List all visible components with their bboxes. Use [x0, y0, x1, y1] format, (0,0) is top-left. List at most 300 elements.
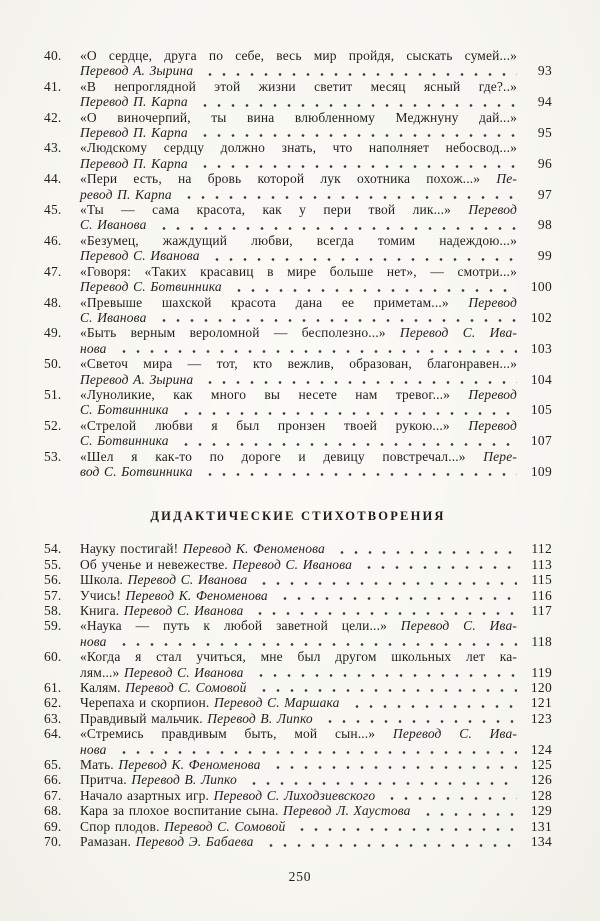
entry-line [80, 264, 517, 279]
dot-leader [320, 711, 517, 726]
entry-lines [80, 834, 517, 849]
entry-line [80, 310, 517, 325]
dot-leader [359, 557, 517, 572]
translator-credit: Перевод [468, 417, 517, 433]
toc-entry [44, 588, 552, 603]
entry-line-text [80, 634, 107, 649]
dot-leader [195, 94, 517, 109]
dot-leader [261, 834, 517, 849]
entry-page-number: 104 [530, 371, 552, 387]
entry-number: 51. [44, 386, 62, 402]
entry-line [80, 819, 517, 834]
entry-page-number: 125 [530, 757, 552, 773]
entry-number: 70. [44, 834, 62, 850]
entry-line [80, 63, 517, 78]
entry-number: 43. [44, 140, 62, 156]
entry-lines [80, 618, 517, 649]
toc-entry [44, 233, 552, 264]
title-text: «В непроглядной этой жизни светит месяц ясный где?..» [80, 78, 517, 94]
entry-lines [80, 649, 517, 680]
entry-line [80, 233, 517, 248]
entry-line [80, 788, 517, 803]
entry-lines [80, 295, 517, 326]
translator-credit: Перевод С. Иванова [123, 664, 244, 680]
dot-leader [200, 63, 517, 78]
entry-line [80, 187, 517, 202]
entry-page-number: 115 [531, 572, 552, 588]
entry-number: 53. [44, 448, 62, 464]
entry-lines [80, 171, 517, 202]
translator-credit: Перевод С. Ива- [399, 325, 517, 341]
dot-leader [292, 819, 517, 834]
entry-lines [80, 726, 517, 757]
entry-page-number: 102 [530, 309, 552, 325]
dot-leader [195, 156, 517, 171]
dot-leader [275, 588, 517, 603]
entry-number: 60. [44, 649, 62, 665]
entry-number: 56. [44, 572, 62, 588]
entry-lines [80, 772, 517, 787]
title-text: Начало азартных игр. [80, 787, 214, 803]
entry-lines [80, 79, 517, 110]
toc-entry [44, 325, 552, 356]
entry-line [80, 341, 517, 356]
title-text: «Людскому сердцу должно знать, что наполняет небосвод...» [80, 140, 517, 156]
entry-page-number: 98 [537, 217, 552, 233]
entry-line [80, 171, 517, 186]
toc-entry [44, 711, 552, 726]
title-text: «Луноликие, как много вы несете нам тревог...» [80, 386, 469, 402]
translator-credit: ревод П. Карпа [80, 186, 172, 202]
translator-credit: Перевод С. Сомовой [164, 818, 286, 834]
title-text: «Когда я стал учиться, мне был другом школьных лет ка- [80, 649, 517, 665]
title-text: Притча. [80, 772, 132, 788]
title-text: Мать. [80, 757, 119, 773]
entry-line [80, 711, 517, 726]
translator-credit: нова [80, 741, 107, 757]
entry-lines [80, 48, 517, 79]
toc-entry [44, 726, 552, 757]
translator-credit: Пере- [483, 448, 517, 464]
title-text: «Шел я как-то по дороге и девицу повстречал...» [80, 448, 484, 464]
entry-number: 57. [44, 587, 62, 603]
entry-number: 42. [44, 109, 62, 125]
entry-page-number: 131 [530, 818, 552, 834]
title-text: «Стрелой любви я был пронзен твоей рукою...» [80, 417, 469, 433]
entry-lines [80, 140, 517, 171]
entry-lines [80, 757, 517, 772]
entry-line-text [80, 742, 107, 757]
title-text: Книга. [80, 603, 124, 618]
toc-entry [44, 295, 552, 326]
toc-entry [44, 110, 552, 141]
title-text: Науку постигай! [80, 541, 183, 557]
title-text: Школа. [80, 572, 128, 588]
translator-credit: Перевод Л. Хаустова [283, 803, 411, 819]
translator-credit: Перевод С. Ива- [400, 618, 518, 634]
translator-credit: Перевод С. Иванова [127, 572, 248, 588]
entry-line-text [80, 680, 247, 695]
entry-number: 66. [44, 772, 62, 788]
title-text: «Превыше шахской красота дана ее приметам...» [80, 294, 469, 310]
dot-leader [114, 742, 517, 757]
entry-number: 50. [44, 356, 62, 372]
entry-line-text [80, 541, 325, 556]
entry-page-number: 129 [530, 803, 552, 819]
entry-page-number: 107 [530, 433, 552, 449]
translator-credit: Перевод [468, 202, 517, 218]
entry-number: 68. [44, 803, 62, 819]
entry-lines [80, 233, 517, 264]
entry-number: 46. [44, 232, 62, 248]
dot-leader [347, 695, 517, 710]
entry-line-text [80, 788, 375, 803]
toc-entry [44, 834, 552, 849]
title-text: Кара за плохое воспитание сына. [80, 803, 284, 819]
entry-line [80, 834, 517, 849]
entry-line-text [80, 603, 243, 618]
entry-lines [80, 572, 517, 587]
dot-leader [382, 788, 517, 803]
entry-number: 45. [44, 202, 62, 218]
entry-lines [80, 819, 517, 834]
dot-leader [250, 603, 517, 618]
entry-line [80, 418, 517, 433]
entry-line [80, 803, 517, 818]
toc-entry [44, 264, 552, 295]
title-text: «Безумец, жаждущий любви, всегда томим надеждою...» [80, 232, 517, 248]
title-text: «Стремись правдивым быть, мой сын...» [80, 726, 393, 742]
toc-entry [44, 695, 552, 710]
entry-number: 44. [44, 171, 62, 187]
title-text: «Наука — путь к любой заветной цели...» [80, 618, 401, 634]
entry-line [80, 680, 517, 695]
entry-lines [80, 110, 517, 141]
entry-page-number: 105 [530, 402, 552, 418]
entry-page-number: 100 [530, 279, 552, 295]
entry-lines [80, 588, 517, 603]
title-text: «Пери есть, на бровь которой лук охотника похож...» [80, 171, 497, 187]
entry-lines [80, 603, 517, 618]
entry-line [80, 433, 517, 448]
dot-leader [176, 402, 517, 417]
entry-line-text [80, 279, 222, 294]
translator-credit: Перевод П. Карпа [80, 155, 188, 171]
entry-line [80, 279, 517, 294]
entry-lines [80, 803, 517, 818]
title-text: Правдивый мальчик. [80, 710, 208, 726]
title-text: «Быть верным вероломной — бесполезно...» [80, 325, 400, 341]
dot-leader [195, 125, 517, 140]
entry-page-number: 95 [537, 125, 552, 141]
dot-leader [114, 341, 517, 356]
dot-leader [200, 372, 517, 387]
dot-leader [154, 217, 518, 232]
entry-line-text [80, 711, 313, 726]
dot-leader [418, 803, 517, 818]
translator-credit: Перевод С. Иванова [232, 556, 353, 572]
translator-credit: Перевод А. Зырина [80, 371, 194, 387]
entry-line [80, 125, 517, 140]
entry-line-text [80, 187, 172, 202]
translator-credit: Пе- [496, 171, 517, 187]
dot-leader [207, 248, 517, 263]
entry-line [80, 464, 517, 479]
entry-line [80, 325, 517, 340]
translator-credit: Перевод П. Карпа [80, 125, 188, 141]
dot-leader [268, 757, 517, 772]
title-text: лям...» [80, 664, 124, 680]
translator-credit: Перевод Э. Бабаева [135, 834, 254, 850]
entry-line-text [80, 94, 188, 109]
translator-credit: Перевод В. Липко [207, 710, 313, 726]
dot-leader [254, 680, 517, 695]
entry-line-text [80, 819, 285, 834]
entry-page-number: 113 [531, 556, 552, 572]
entry-line [80, 372, 517, 387]
title-text: Спор плодов. [80, 818, 165, 834]
entry-number: 65. [44, 757, 62, 773]
toc-entry [44, 557, 552, 572]
entry-line-text [80, 572, 247, 587]
translator-credit: вод С. Ботвинника [80, 463, 193, 479]
toc-entry [44, 356, 552, 387]
entry-lines [80, 695, 517, 710]
entry-lines [80, 711, 517, 726]
dot-leader [200, 464, 517, 479]
entry-page-number: 124 [530, 741, 552, 757]
entry-line [80, 541, 517, 556]
entry-lines [80, 418, 517, 449]
translator-credit: Перевод К. Феноменова [182, 541, 325, 557]
entry-line-text [80, 803, 411, 818]
dot-leader [176, 433, 517, 448]
entry-line [80, 757, 517, 772]
translator-credit: нова [80, 633, 107, 649]
entry-number: 52. [44, 417, 62, 433]
entry-page-number: 128 [530, 787, 552, 803]
entry-number: 48. [44, 294, 62, 310]
title-text: «О сердце, друга по себе, весь мир пройдя, сыскать сумей...» [80, 48, 517, 63]
entry-line-text [80, 63, 193, 78]
title-text: «Светоч мира — тот, кто вежлив, образован, благонравен...» [80, 356, 517, 372]
translator-credit: нова [80, 340, 107, 356]
dot-leader [251, 665, 517, 680]
entry-page-number: 121 [530, 695, 552, 711]
title-text: Рамазан. [80, 834, 136, 850]
entry-line-text [80, 433, 169, 448]
entry-line [80, 94, 517, 109]
section-heading: ДИДАКТИЧЕСКИЕ СТИХОТВОРЕНИЯ [150, 509, 446, 524]
toc-entry [44, 757, 552, 772]
toc-entry [44, 618, 552, 649]
entry-line [80, 356, 517, 371]
entry-line-text [80, 372, 193, 387]
entry-page-number: 116 [531, 587, 552, 603]
title-text: Черепаха и скорпион. [80, 695, 214, 711]
entry-line [80, 772, 517, 787]
entry-lines [80, 356, 517, 387]
toc-entry [44, 48, 552, 79]
entry-lines [80, 202, 517, 233]
table-of-contents [44, 48, 552, 850]
translator-credit: Перевод А. Зырина [80, 63, 194, 79]
entry-line-text [80, 757, 261, 772]
entry-line [80, 449, 517, 464]
toc-entry [44, 541, 552, 556]
entry-number: 63. [44, 710, 62, 726]
entry-number: 49. [44, 325, 62, 341]
toc-entry [44, 772, 552, 787]
page-number-footer [0, 869, 600, 885]
entry-line [80, 603, 517, 618]
toc-entry [44, 418, 552, 449]
entry-line-text [80, 310, 147, 325]
entry-number: 61. [44, 680, 62, 696]
entry-line [80, 665, 517, 680]
entry-line [80, 695, 517, 710]
translator-credit: Перевод С. Иванова [123, 603, 244, 618]
entry-number: 58. [44, 603, 62, 618]
dot-leader [244, 772, 517, 787]
entry-page-number: 97 [537, 186, 552, 202]
entry-number: 62. [44, 695, 62, 711]
entry-page-number: 93 [537, 63, 552, 79]
entry-line-text [80, 834, 254, 849]
entry-line-text [80, 695, 340, 710]
entry-number: 55. [44, 556, 62, 572]
dot-leader [154, 310, 518, 325]
entry-line [80, 618, 517, 633]
entry-line [80, 572, 517, 587]
toc-entry [44, 202, 552, 233]
translator-credit: Перевод [468, 386, 517, 402]
entry-line [80, 202, 517, 217]
entry-page-number: 94 [537, 94, 552, 110]
translator-credit: Перевод П. Карпа [80, 94, 188, 110]
entry-line-text [80, 464, 193, 479]
translator-credit: Перевод К. Феноменова [125, 587, 268, 603]
entry-number: 59. [44, 618, 62, 634]
dot-leader [114, 634, 517, 649]
entry-page-number: 96 [537, 155, 552, 171]
toc-entry [44, 603, 552, 618]
title-text: Учись! [80, 587, 126, 603]
title-text: «Говоря: «Таких красавиц в мире больше нет», — смотри...» [80, 263, 517, 279]
entry-line [80, 557, 517, 572]
entry-page-number: 103 [530, 340, 552, 356]
entry-line [80, 726, 517, 741]
entry-page-number: 123 [530, 710, 552, 726]
entry-lines [80, 541, 517, 556]
entry-page-number: 112 [531, 541, 552, 557]
title-text: «Ты — сама красота, как у пери твой лик...» [80, 202, 469, 218]
entry-line [80, 295, 517, 310]
entry-line-text [80, 248, 200, 263]
toc-entry [44, 449, 552, 480]
entry-line-text [80, 665, 244, 680]
translator-credit: Перевод С. Маршака [213, 695, 340, 711]
toc-entry [44, 79, 552, 110]
entry-line [80, 79, 517, 94]
entry-lines [80, 788, 517, 803]
translator-credit: Перевод С. Сомовой [125, 680, 247, 696]
entry-number: 41. [44, 78, 62, 94]
title-text: «О виночерпий, ты вина влюбленному Меджнуну дай...» [80, 109, 517, 125]
entry-page-number: 134 [530, 834, 552, 850]
dot-leader [254, 572, 517, 587]
entry-line [80, 402, 517, 417]
entry-page-number: 99 [537, 248, 552, 264]
entry-page-number: 109 [530, 463, 552, 479]
toc-entry [44, 680, 552, 695]
entry-page-number: 117 [531, 603, 552, 618]
entry-line [80, 588, 517, 603]
toc-entry [44, 649, 552, 680]
translator-credit: С. Ботвинника [80, 433, 169, 449]
toc-entry [44, 387, 552, 418]
toc-entry [44, 788, 552, 803]
entry-line [80, 48, 517, 63]
entry-line-text [80, 557, 352, 572]
translator-credit: Перевод К. Феноменова [118, 757, 261, 773]
entry-lines [80, 449, 517, 480]
entry-line [80, 649, 517, 664]
entry-line [80, 634, 517, 649]
toc-entry [44, 171, 552, 202]
dot-leader [332, 541, 517, 556]
translator-credit: С. Иванова [80, 217, 147, 233]
entry-line [80, 217, 517, 232]
entry-number: 40. [44, 48, 62, 63]
translator-credit: Перевод В. Липко [131, 772, 237, 788]
entry-line [80, 742, 517, 757]
translator-credit: Перевод С. Ива- [392, 726, 517, 742]
entry-number: 47. [44, 263, 62, 279]
entry-line-text [80, 125, 188, 140]
toc-entry [44, 572, 552, 587]
entry-line [80, 156, 517, 171]
dot-leader [229, 279, 517, 294]
toc-entry [44, 819, 552, 834]
title-text: Об ученье и невежестве. [80, 556, 233, 572]
entry-lines [80, 680, 517, 695]
entry-line-text [80, 341, 107, 356]
toc-entry [44, 803, 552, 818]
entry-line-text [80, 156, 188, 171]
entry-page-number: 119 [531, 664, 552, 680]
entry-line-text [80, 588, 268, 603]
title-text: Калям. [80, 680, 126, 696]
folio-number: 250 [288, 869, 312, 884]
entry-number: 69. [44, 818, 62, 834]
entry-number: 64. [44, 726, 62, 742]
translator-credit: Перевод [468, 294, 517, 310]
entry-line [80, 140, 517, 155]
dot-leader [179, 187, 517, 202]
entry-page-number: 118 [531, 633, 552, 649]
entry-page-number: 126 [530, 772, 552, 788]
entry-lines [80, 264, 517, 295]
entry-number: 67. [44, 787, 62, 803]
entry-lines [80, 325, 517, 356]
entry-lines [80, 387, 517, 418]
toc-entry [44, 140, 552, 171]
entry-line-text [80, 217, 147, 232]
translator-credit: С. Ботвинника [80, 402, 169, 418]
translator-credit: Перевод С. Лиходзиевского [213, 787, 376, 803]
entry-lines [80, 557, 517, 572]
